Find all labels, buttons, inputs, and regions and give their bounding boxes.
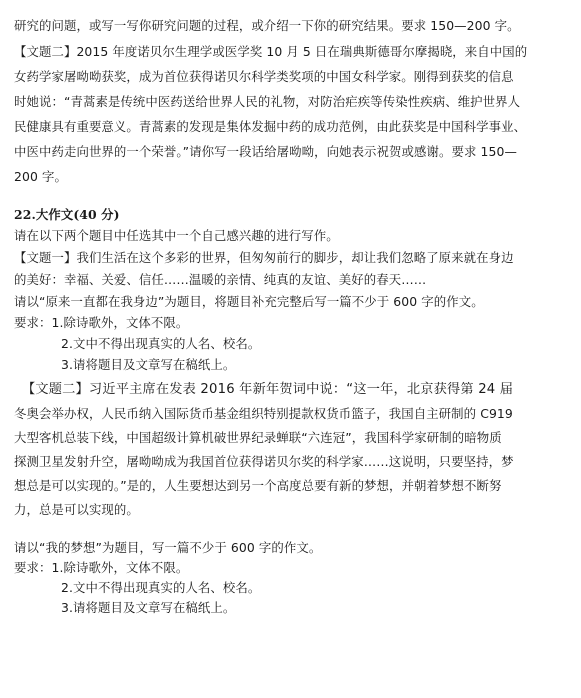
text-line: 女药学家屠呦呦获奖，成为首位获得诺贝尔科学类奖项的中国女科学家。刚得到获奖的信息 xyxy=(14,69,514,84)
requirement-line: 要求：1.除诗歌外，文体不限。 xyxy=(14,560,189,575)
text-line: 时她说：“青蒿素是传统中医药送给世界人民的礼物，对防治疟疾等传染性疾病、维护世界人 xyxy=(14,94,521,109)
text-line: 【文题一】我们生活在这个多彩的世界，但匆匆前行的脚步，却让我们忽略了原来就在身边 xyxy=(14,250,514,265)
text-line: 【文题二】2015 年度诺贝尔生理学或医学奖 10 月 5 日在瑞典斯德哥尔摩揭晓，来自中国的 xyxy=(14,44,528,59)
requirement-line: 2.文中不得出现真实的人名、校名。 xyxy=(61,336,261,351)
text-line: 力，总是可以实现的。 xyxy=(14,502,139,517)
text-line: 【文题二】习近平主席在发表 2016 年新年贺词中说：“这一年，北京获得第 24 届 xyxy=(22,382,514,397)
requirement-line: 3.请将题目及文章写在稿纸上。 xyxy=(61,357,236,372)
text-line: 探测卫星发射升空，屠呦呦成为我国首位获得诺贝尔奖的科学家……这说明，只要坚持，梦 xyxy=(14,454,514,469)
text-line: 请以“我的梦想”为题目，写一篇不少于 600 字的作文。 xyxy=(14,540,322,555)
section-heading: 22.大作文(40 分) xyxy=(14,207,120,222)
text-line: 民健康具有重要意义。青蒿素的发现是集体发掘中药的成功范例，由此获奖是中国科学事业、 xyxy=(14,119,527,134)
text-line: 研究的问题，或写一写你研究问题的过程，或介绍一下你的研究结果。要求 150—200 字。 xyxy=(14,18,520,33)
text-line: 想总是可以实现的。”是的，人生要想达到另一个高度总要有新的梦想，并朝着梦想不断努 xyxy=(14,478,502,493)
text-line: 请以“原来一直都在我身边”为题目，将题目补充完整后写一篇不少于 600 字的作文。 xyxy=(14,294,484,309)
text-line: 请在以下两个题目中任选其中一个自己感兴趣的进行写作。 xyxy=(14,228,339,243)
requirement-line: 要求：1.除诗歌外，文体不限。 xyxy=(14,315,189,330)
requirement-line: 2.文中不得出现真实的人名、校名。 xyxy=(61,580,261,595)
text-line: 大型客机总装下线，中国超级计算机破世界纪录蝉联“六连冠”，我国科学家研制的暗物质 xyxy=(14,430,502,445)
text-line: 200 字。 xyxy=(14,169,67,184)
text-line: 的美好：幸福、关爱、信任……温暖的亲情、纯真的友谊、美好的春天…… xyxy=(14,272,427,287)
text-line: 冬奥会举办权，人民币纳入国际货币基金组织特别提款权货币篮子，我国自主研制的 C919 xyxy=(14,406,513,421)
requirement-line: 3.请将题目及文章写在稿纸上。 xyxy=(61,600,236,615)
text-line: 中医中药走向世界的一个荣誉。”请你写一段话给屠呦呦，向她表示祝贺或感谢。要求 150— xyxy=(14,144,517,159)
